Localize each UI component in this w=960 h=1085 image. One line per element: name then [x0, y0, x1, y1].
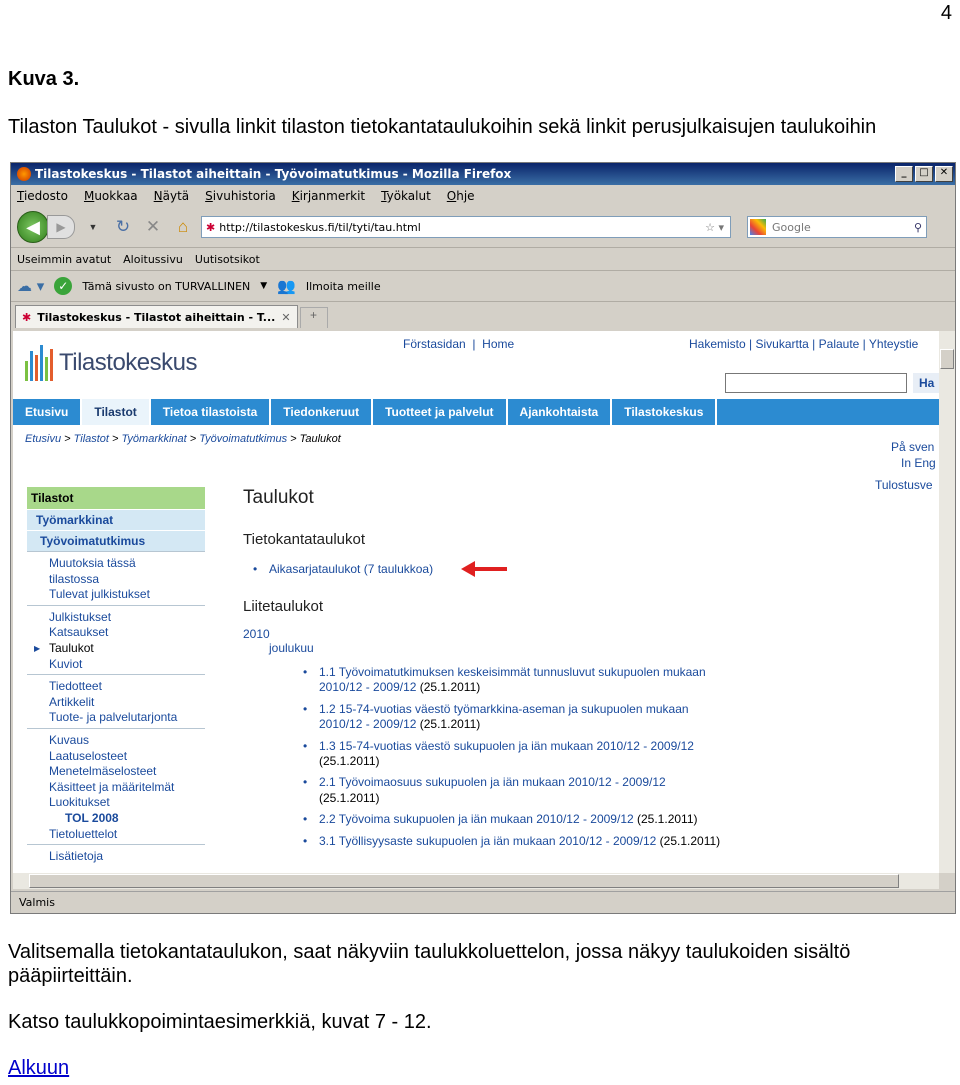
leftnav-item[interactable]: Tietoluettelot — [49, 826, 118, 841]
browser-screenshot — [10, 162, 956, 914]
table-link[interactable]: 2.1 Työvoimaosuus sukupuolen ja iän mukaan 2010/12 - 2009/12 — [319, 775, 666, 790]
google-icon — [750, 219, 766, 235]
nav-tiedonkeruut[interactable]: Tiedonkeruut — [271, 399, 373, 425]
security-toolbar — [11, 270, 955, 301]
body-paragraph: Katso taulukkopoimintaesimerkkiä, kuvat 7 - 12. — [8, 1011, 432, 1033]
menu-ohje[interactable]: Ohje — [446, 189, 475, 203]
table-link-period[interactable]: 2010/12 - 2009/12 — [319, 680, 417, 695]
link-forstasidan[interactable]: Förstasidan — [403, 337, 466, 351]
table-link[interactable]: 3.1 Työllisyysaste sukupuolen ja iän mukaan 2010/12 - 2009/12 — [319, 833, 657, 848]
leftnav-group — [27, 551, 205, 605]
leftnav-group — [27, 605, 205, 674]
leftnav-item[interactable]: TOL 2008 — [65, 810, 119, 825]
menu-bar — [11, 185, 955, 207]
figure-caption: Tilaston Taulukot - sivulla linkit tilaston tietokantataulukoihin sekä linkit perusjulkaisujen taulukoihin — [8, 116, 877, 138]
tab-active[interactable] — [15, 305, 298, 328]
crumb-tilastot[interactable]: Tilastot — [73, 433, 109, 445]
nav-tietoa-tilastoista[interactable]: Tietoa tilastoista — [151, 399, 271, 425]
back-button[interactable] — [17, 211, 49, 243]
body-paragraph: Valitsemalla tietokantataulukon, saat näkyviin taulukkoluettelon, jossa näkyy taulukoiden sisältö pääpiirteittäin. — [8, 941, 851, 987]
status-bar: Valmis — [11, 891, 955, 913]
table-date: (25.1.2011) — [633, 812, 698, 827]
window-titlebar — [11, 163, 955, 185]
leftnav-item[interactable]: Tulevat julkistukset — [49, 587, 150, 602]
leftnav-item[interactable]: Käsitteet ja määritelmät — [49, 779, 175, 794]
leftnav-item[interactable]: tilastossa — [49, 571, 100, 586]
leftnav-item[interactable]: Tiedotteet — [49, 679, 102, 694]
crumb-tyovoimatutkimus[interactable]: Työvoimatutkimus — [199, 433, 288, 445]
forward-button[interactable] — [47, 215, 75, 239]
figure-label: Kuva 3. — [8, 68, 80, 90]
main-content — [243, 487, 933, 855]
page-viewport — [13, 331, 939, 873]
bookmark-useimmin-avatut[interactable]: Useimmin avatut — [17, 252, 112, 266]
navigation-toolbar — [11, 207, 955, 247]
appendix-heading: Liitetaulukot — [243, 598, 324, 615]
leftnav-item[interactable]: Menetelmäselosteet — [49, 764, 157, 779]
nav-etusivu[interactable]: Etusivu — [13, 399, 82, 425]
list-item — [243, 834, 933, 849]
wot-icon[interactable]: ☁ ▾ — [17, 277, 45, 295]
leftnav-item[interactable]: Muutoksia tässä — [49, 556, 136, 570]
leftnav-item[interactable]: Lisätietoja — [49, 849, 104, 864]
menu-nayta[interactable]: Näytä — [153, 189, 190, 203]
table-date: (25.1.2011) — [319, 790, 380, 805]
dropdown-icon[interactable]: ▼ — [260, 281, 268, 291]
list-item — [243, 812, 933, 827]
tab-favicon: ✱ — [22, 310, 32, 324]
list-item — [243, 665, 933, 696]
red-arrow-annotation — [461, 557, 509, 581]
back-arrow-icon: ◀ — [26, 216, 40, 237]
leftnav-tilastot[interactable]: Tilastot — [27, 487, 205, 510]
menu-tyokalut[interactable]: Työkalut — [381, 189, 431, 203]
search-placeholder: Google — [772, 220, 811, 234]
minimize-icon[interactable]: _ — [895, 166, 913, 182]
stop-icon[interactable]: ✕ — [145, 217, 161, 236]
tab-title: Tilastokeskus - Tilastot aiheittain - T... — [37, 310, 276, 324]
scrollbar-thumb[interactable] — [940, 349, 954, 369]
year-link[interactable]: 2010 — [243, 627, 270, 641]
page-title: Taulukot — [243, 487, 314, 508]
utility-links: Hakemisto | Sivukartta | Palaute | Yhteystie — [689, 337, 919, 351]
new-tab-button[interactable]: + — [300, 307, 328, 328]
side-links — [875, 439, 936, 493]
leftnav-item[interactable]: Julkistukset — [49, 609, 112, 624]
language-links: Förstasidan | Home — [403, 337, 515, 351]
safe-check-icon: ✓ — [54, 277, 72, 295]
search-bar[interactable] — [747, 216, 927, 238]
close-icon[interactable]: ✕ — [935, 166, 953, 182]
table-link-period[interactable]: 2010/12 - 2009/12 — [319, 717, 417, 732]
logo-text: Tilastokeskus — [59, 349, 197, 376]
crumb-etusivu[interactable]: Etusivu — [25, 433, 62, 445]
db-tables-heading: Tietokantataulukot — [243, 531, 366, 548]
leftnav-item[interactable]: Artikkelit — [49, 694, 95, 709]
link-home[interactable]: Home — [482, 337, 515, 351]
url-text: http://tilastokeskus.fi/til/tyti/tau.html — [219, 220, 421, 234]
menu-muokkaa[interactable]: Muokkaa — [83, 189, 138, 203]
db-tables-list-item — [243, 562, 933, 576]
nav-ajankohtaista[interactable]: Ajankohtaista — [508, 399, 613, 425]
list-item — [243, 702, 933, 733]
dropdown-icon[interactable]: ▼ — [88, 222, 98, 232]
bookmark-star-icon[interactable]: ☆ ▾ — [705, 220, 724, 234]
link-palaute[interactable]: Palaute — [818, 337, 860, 351]
scrollbar-thumb[interactable] — [29, 874, 899, 888]
link-sivukartta[interactable]: Sivukartta — [755, 337, 809, 351]
leftnav-item[interactable]: Kuviot — [49, 656, 83, 671]
table-date: (25.1.2011) — [656, 833, 721, 848]
db-tables-link[interactable]: Aikasarjataulukot (7 taulukkoa) — [269, 562, 434, 576]
leftnav-group — [27, 844, 205, 867]
leftnav-item[interactable]: Katsaukset — [49, 625, 109, 640]
link-tulostusversio[interactable]: Tulostusve — [875, 478, 933, 492]
leftnav-group — [27, 728, 205, 844]
site-search-input[interactable] — [725, 373, 907, 393]
maximize-icon[interactable]: □ — [915, 166, 933, 182]
table-link[interactable]: 1.1 Työvoimatutkimuksen keskeisimmät tunnusluvut sukupuolen mukaan — [319, 665, 706, 679]
site-logo[interactable] — [25, 345, 197, 381]
report-link[interactable]: Ilmoita meille — [305, 279, 381, 293]
leftnav-item[interactable]: Kuvaus — [49, 732, 90, 747]
horizontal-scrollbar[interactable] — [13, 873, 939, 889]
page-number: 4 — [940, 2, 952, 24]
nav-tilastot[interactable]: Tilastot — [82, 399, 150, 425]
safe-site-text[interactable]: Tämä sivusto on TURVALLINEN — [82, 279, 251, 293]
table-link[interactable]: 1.3 15-74-vuotias väestö sukupuolen ja iän mukaan 2010/12 - 2009/12 — [319, 738, 694, 753]
leftnav-item[interactable]: Luokitukset — [49, 795, 110, 810]
link-pa-svenska[interactable]: På sven — [891, 440, 935, 454]
link-yhteystiedot[interactable]: Yhteystie — [868, 337, 919, 351]
nav-tuotteet-ja-palvelut[interactable]: Tuotteet ja palvelut — [373, 399, 507, 425]
list-item — [243, 739, 933, 770]
left-navigation — [27, 487, 205, 867]
nav-tilastokeskus[interactable]: Tilastokeskus — [612, 399, 717, 425]
list-item — [243, 775, 933, 806]
table-date: (25.1.2011) — [416, 680, 481, 695]
table-link[interactable]: 2.2 Työvoima sukupuolen ja iän mukaan 2010/12 - 2009/12 — [319, 812, 634, 827]
forward-arrow-icon: ▶ — [56, 220, 66, 234]
leftnav-tyomarkkinat[interactable]: Työmarkkinat — [27, 510, 205, 531]
main-navigation — [13, 399, 939, 425]
back-to-top-link[interactable]: Alkuun — [8, 1057, 70, 1079]
tab-close-icon[interactable]: ✕ — [281, 310, 291, 324]
table-date: (25.1.2011) — [319, 754, 380, 769]
menu-kirjanmerkit[interactable]: Kirjanmerkit — [291, 189, 366, 203]
crumb-tyomarkkinat[interactable]: Työmarkkinat — [121, 433, 187, 445]
bookmark-aloitussivu[interactable]: Aloitussivu — [123, 252, 183, 266]
leftnav-item-current[interactable]: ▶ Taulukot — [27, 641, 205, 657]
bookmarks-toolbar — [11, 247, 955, 270]
month-link[interactable]: joulukuu — [269, 641, 314, 655]
bookmark-uutisotsikot[interactable]: Uutisotsikot — [194, 252, 260, 266]
reload-icon[interactable]: ↻ — [115, 217, 131, 236]
home-icon[interactable]: ⌂ — [177, 217, 189, 236]
logo-mark — [25, 345, 53, 381]
breadcrumb: Etusivu > Tilastot > Työmarkkinat > Työvoimatutkimus > Taulukot — [25, 433, 341, 445]
vertical-scrollbar[interactable] — [939, 331, 955, 873]
site-favicon: ✱ — [206, 220, 216, 234]
table-date: (25.1.2011) — [416, 717, 481, 732]
leftnav-item[interactable]: Tuote- ja palvelutarjonta — [49, 710, 178, 725]
firefox-icon — [17, 167, 31, 181]
menu-tiedosto[interactable]: Tiedosto — [17, 189, 68, 203]
menu-sivuhistoria[interactable]: Sivuhistoria — [205, 189, 276, 203]
window-title: Tilastokeskus - Tilastot aiheittain - Työvoimatutkimus - Mozilla Firefox — [35, 167, 512, 181]
url-bar[interactable] — [201, 216, 731, 238]
tab-bar — [11, 301, 955, 328]
users-icon: 👥 — [277, 277, 296, 295]
search-icon[interactable]: ⚲ — [913, 220, 922, 234]
table-link[interactable]: 1.2 15-74-vuotias väestö työmarkkina-aseman ja sukupuolen mukaan — [319, 701, 689, 716]
crumb-taulukot: Taulukot — [299, 433, 341, 445]
link-hakemisto[interactable]: Hakemisto — [689, 337, 746, 351]
site-search-button[interactable]: Ha — [913, 373, 939, 393]
leftnav-group — [27, 674, 205, 728]
leftnav-item[interactable]: Laatuselosteet — [49, 748, 128, 763]
link-in-english[interactable]: In Eng — [901, 456, 936, 470]
leftnav-tyovoimatutkimus[interactable]: Työvoimatutkimus — [27, 531, 205, 551]
